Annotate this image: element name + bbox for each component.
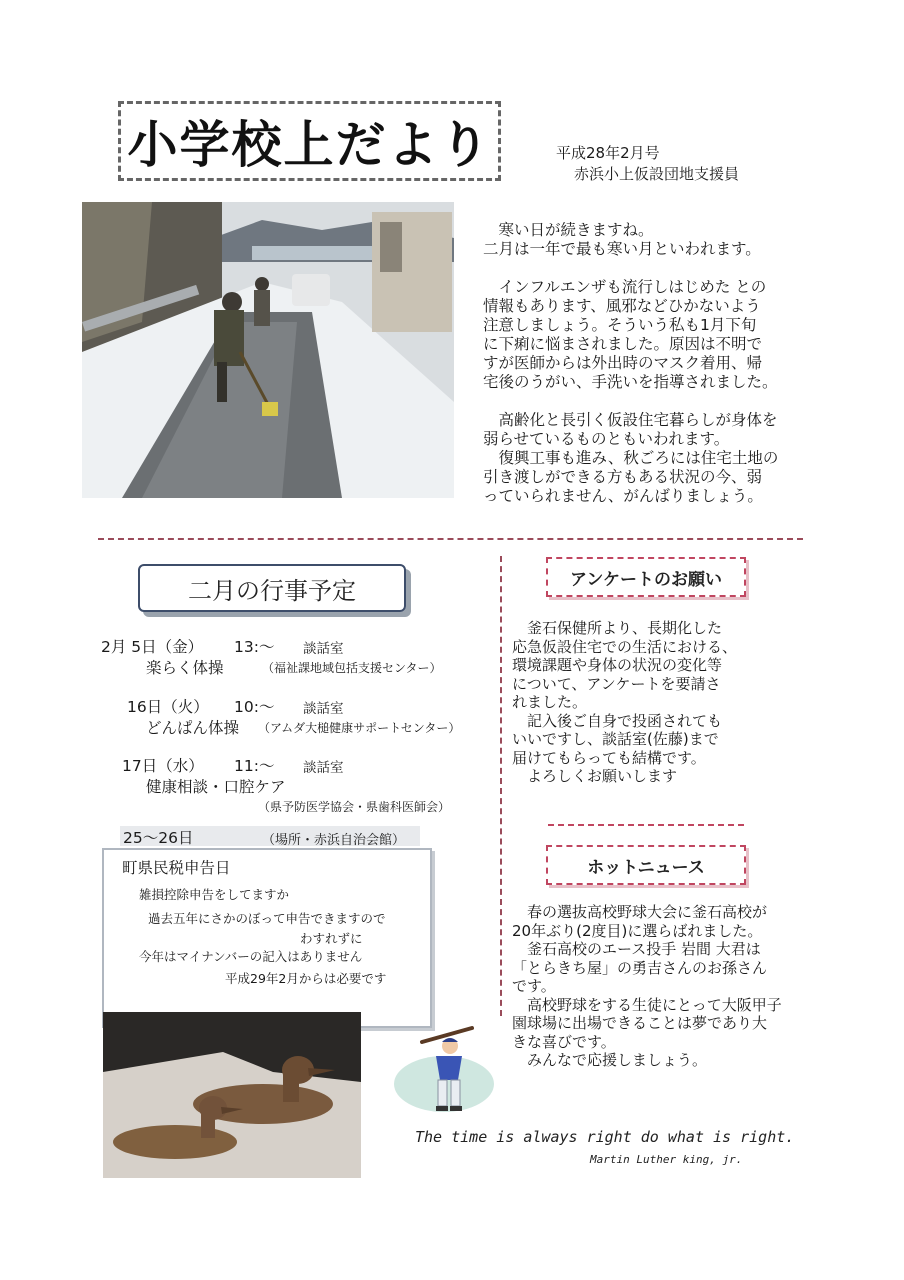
event-time: 11:～: [234, 757, 275, 775]
intro-line: 寒い日が続きますね。: [483, 221, 654, 239]
news-line: 20年ぶり(2度目)に選らばれました。: [512, 921, 763, 940]
event-place: 談話室: [303, 760, 344, 776]
wooden-ducks-photo: [103, 1012, 361, 1178]
issue-date: 平成28年2月号: [556, 144, 660, 162]
event-date: 2月 5日（金）: [101, 638, 204, 656]
event-time: 13:～: [234, 638, 275, 656]
news-text: [512, 903, 782, 1070]
tax-line: 過去五年にさかのぼって申告できますので: [148, 911, 386, 926]
column-divider: [500, 556, 502, 1016]
survey-line: 届けてもらっても結構です。: [512, 748, 706, 767]
survey-line: よろしくお願いします: [512, 767, 678, 785]
intro-line: 宅後のうがい、手洗いを指導されました。: [483, 373, 778, 391]
event-name: 健康相談・口腔ケア: [146, 778, 286, 796]
intro-line: 弱らせているものともいわれます。: [483, 430, 730, 448]
intro-text: [483, 221, 778, 506]
event-date: 17日（水）: [122, 757, 204, 775]
quote-text: The time is always right do what is right.: [415, 1128, 795, 1146]
intro-line: 二月は一年で最も寒い月といわれます。: [483, 240, 761, 258]
survey-header: アンケートのお願い: [546, 557, 746, 597]
intro-line: に下痢に悩まされました。原因は不明で: [483, 335, 763, 353]
event-place: 談話室: [303, 701, 344, 717]
event-organizer: （アムダ大槌健康サポートセンター）: [258, 721, 461, 735]
news-line: 釜石高校のエース投手 岩間 大君は: [512, 940, 761, 958]
section-divider: [98, 538, 803, 540]
intro-line: 引き渡しができる方もある状況の今、弱: [483, 468, 763, 486]
tax-place: （場所・赤浜自治会館）: [262, 833, 406, 848]
survey-line: 記入後ご自身で投函されても: [512, 711, 723, 730]
event-organizer: （県予防医学協会・県歯科医師会）: [258, 800, 451, 814]
event-organizer: （福祉課地域包括支援センター）: [262, 661, 442, 675]
news-line: みんなで応援しましょう。: [512, 1051, 708, 1069]
survey-line: 環境課題や身体の状況の変化等: [512, 656, 723, 674]
survey-line: 応急仮設住宅での生活における、: [512, 637, 738, 656]
event-time: 10:～: [234, 698, 275, 716]
page-title: 小学校上だより: [127, 116, 492, 174]
news-deco-line: [548, 824, 744, 826]
event-name: 楽らく体操: [146, 659, 224, 677]
intro-line: [483, 259, 778, 278]
tax-line: 今年はマイナンバーの記入はありません: [139, 949, 363, 964]
intro-line: 高齢化と長引く仮設住宅暮らしが身体を: [483, 411, 778, 429]
intro-line: すが医師からは外出時のマスク着用、帰: [483, 354, 763, 372]
news-line: です。: [512, 977, 556, 995]
survey-line: 釜石保健所より、長期化した: [512, 619, 723, 637]
intro-line: っていられません、がんばりましょう。: [483, 487, 763, 505]
tax-line: わすれずに: [300, 931, 363, 946]
snow-shoveling-photo: [82, 202, 454, 498]
tax-date: 25～26日: [123, 829, 194, 847]
news-line: 高校野球をする生徒にとって大阪甲子: [512, 995, 782, 1014]
news-line: 春の選抜高校野球大会に釜石高校が: [512, 903, 768, 921]
event-date: 16日（火）: [127, 698, 209, 716]
event-place: 談話室: [303, 641, 344, 657]
news-line: 「とらきち屋」の勇吉さんのお孫さん: [512, 958, 768, 977]
tax-line: 平成29年2月からは必要です: [225, 971, 387, 986]
intro-line: 注意しましょう。そういう私も1月下旬: [483, 316, 757, 334]
survey-line: について、アンケートを要請さ: [512, 674, 721, 693]
intro-line: 情報もあります、風邪などひかないよう: [483, 297, 761, 315]
events-header: 二月の行事予定: [138, 564, 406, 612]
news-header: ホットニュース: [546, 845, 746, 885]
survey-line: れました。: [512, 693, 588, 711]
title-box: [118, 101, 501, 181]
survey-line: いいですし、談話室(佐藤)まで: [512, 730, 719, 748]
intro-line: インフルエンザも流行しはじめた との: [483, 278, 767, 296]
news-line: きな喜びです。: [512, 1032, 616, 1051]
quote-author: Martin Luther king, jr.: [590, 1153, 743, 1166]
survey-text: [512, 619, 737, 786]
baseball-player-icon: [392, 1022, 496, 1114]
tax-title: 町県民税申告日: [122, 859, 231, 877]
intro-line: 復興工事も進み、秋ごろには住宅土地の: [483, 449, 779, 467]
intro-line: [483, 392, 778, 411]
issuer: 赤浜小上仮設団地支援員: [574, 165, 740, 183]
tax-line: 雑損控除申告をしてますか: [139, 887, 290, 902]
news-line: 園球場に出場できることは夢であり大: [512, 1014, 768, 1032]
event-name: どんぱん体操: [146, 719, 240, 737]
